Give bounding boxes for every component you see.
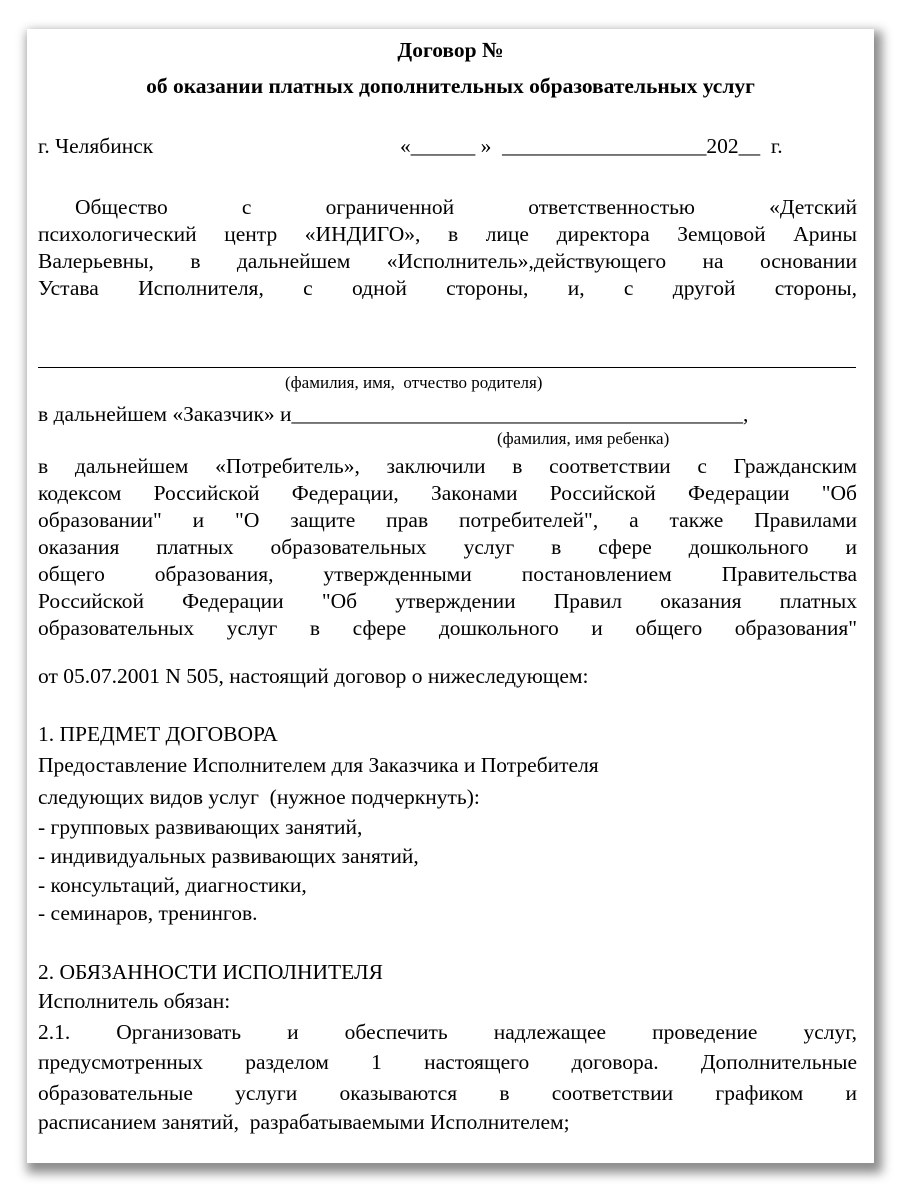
body-line: оказания платных образовательных услуг в сфере дошкольного и	[38, 535, 857, 559]
service-item: - групповых развивающих занятий,	[38, 815, 363, 839]
service-item: - индивидуальных развивающих занятий,	[38, 844, 419, 868]
body-line: от 05.07.2001 N 505, настоящий договор о нижеследующем:	[38, 664, 589, 688]
section1-heading: 1. ПРЕДМЕТ ДОГОВОРА	[38, 722, 278, 746]
body-line: общего образования, утвержденными постановлением Правительства	[38, 562, 857, 586]
body-line: образовании" и "О защите прав потребителей", а также Правилами	[38, 508, 857, 532]
date-field: «______ » ___________________202__ г.	[400, 134, 783, 158]
contract-subtitle: об оказании платных дополнительных образовательных услуг	[146, 74, 755, 98]
customer-line: в дальнейшем «Заказчик» и__________________________________________,	[38, 402, 749, 426]
section2-line: 2.1. Организовать и обеспечить надлежащее проведение услуг,	[38, 1020, 857, 1044]
section2-line: предусмотренных разделом 1 настоящего договора. Дополнительные	[38, 1050, 857, 1074]
section1-line: Предоставление Исполнителем для Заказчика и Потребителя	[38, 753, 599, 777]
section2-line: образовательные услуги оказываются в соответствии графиком и	[38, 1081, 857, 1105]
intro-line: Валерьевны, в дальнейшем «Исполнитель»,действующего на основании	[38, 249, 857, 273]
section2-line: расписанием занятий, разрабатываемыми Исполнителем;	[38, 1110, 570, 1134]
intro-line: Устава Исполнителя, с одной стороны, и, с другой стороны,	[38, 276, 857, 300]
body-line: образовательных услуг в сфере дошкольного и общего образования"	[38, 616, 857, 640]
parent-caption: (фамилия, имя, отчество родителя)	[285, 373, 543, 392]
city: г. Челябинск	[38, 134, 154, 158]
service-item: - семинаров, тренингов.	[38, 901, 258, 925]
body-line: кодексом Российской Федерации, Законами Российской Федерации "Об	[38, 481, 857, 505]
body-line: Российской Федерации "Об утверждении Правил оказания платных	[38, 589, 857, 613]
section2-heading: 2. ОБЯЗАННОСТИ ИСПОЛНИТЕЛЯ	[38, 960, 383, 984]
intro-line: психологический центр «ИНДИГО», в лице директора Земцовой Арины	[38, 222, 857, 246]
service-item: - консультаций, диагностики,	[38, 873, 307, 897]
contract-title: Договор №	[397, 38, 504, 62]
body-line: в дальнейшем «Потребитель», заключили в соответствии с Гражданским	[38, 454, 857, 478]
child-caption: (фамилия, имя ребенка)	[497, 429, 670, 448]
section1-line: следующих видов услуг (нужное подчеркнуть):	[38, 785, 480, 809]
section2-intro: Исполнитель обязан:	[38, 989, 231, 1013]
intro-line: Общество с ограниченной ответственностью «Детский	[75, 195, 857, 219]
parent-name-blank	[38, 367, 856, 368]
